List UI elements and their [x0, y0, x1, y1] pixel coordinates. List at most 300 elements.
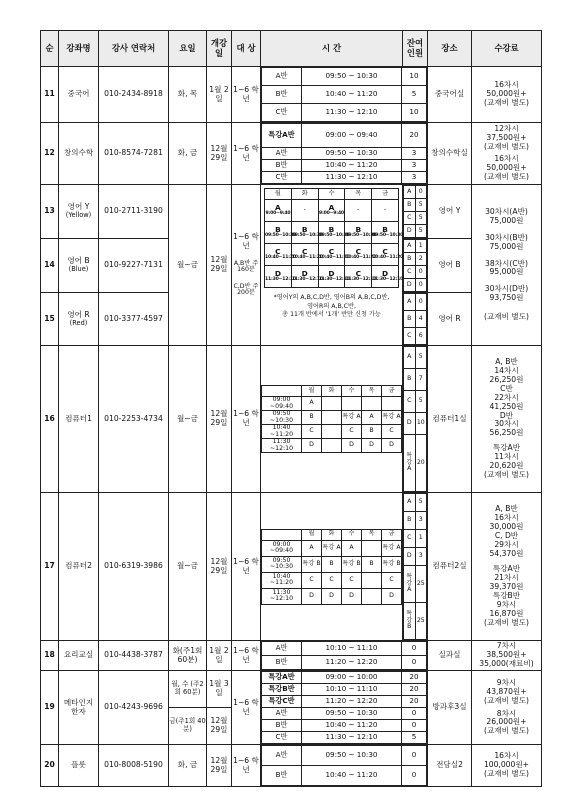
table-cell: C [322, 572, 342, 588]
grid-cell [372, 266, 404, 288]
teacher-phone: 010-6319-3986 [99, 493, 169, 641]
table-cell: 25 [415, 566, 427, 603]
table-cell [322, 439, 342, 453]
english-schedule [261, 185, 403, 346]
table-cell: 10:10 ~ 11:10 [302, 684, 402, 696]
table-cell: 20,620원 [489, 461, 524, 471]
table-cell: C [404, 212, 416, 225]
table-cell: C [404, 530, 416, 548]
table-cell: 0 [415, 279, 427, 292]
class-seats: 10 [402, 104, 427, 122]
table-cell: 5 [415, 494, 427, 512]
table-cell: 특강B반 [492, 590, 521, 600]
table-cell: 11:30~12:10 [265, 276, 296, 282]
table-cell: A, B반 [495, 356, 518, 366]
grid-cell [345, 266, 377, 288]
table-cell [322, 425, 342, 439]
table-cell: 30차시(A반) [485, 206, 528, 216]
table-cell: 10:40~11:20 [318, 254, 350, 260]
table-cell: C [382, 572, 402, 588]
room: 전담실2 [428, 745, 472, 787]
table-cell [362, 540, 382, 556]
course-table-wrapper [40, 30, 541, 787]
grid-cell [265, 222, 296, 244]
table-cell: B [275, 225, 281, 235]
class-label: B반 [262, 160, 302, 172]
row-no: 20 [41, 745, 59, 787]
table-cell: 5 [402, 732, 427, 744]
table-row [41, 346, 542, 493]
table-cell: D [342, 439, 362, 453]
table-cell: D반 [499, 410, 514, 420]
table-cell: 특강 A [404, 566, 416, 603]
row-no: 14 [41, 239, 59, 293]
class-time: 10:40 ~ 11:20 [302, 86, 402, 104]
table-cell: (교재비 별도) [483, 470, 530, 480]
start-date: 12월 29일 [207, 185, 232, 346]
table-cell: 9:00~9:40 [319, 210, 344, 216]
grid-cell [318, 222, 350, 244]
course-name: 컴퓨터1 [59, 346, 99, 493]
table-cell: 09:50~10:30 [345, 232, 377, 238]
target-ab-note: A,B반 주160분 [233, 259, 259, 274]
table-cell: 특강B반 [262, 684, 302, 696]
table-cell: 41,250원 [489, 401, 524, 411]
table-cell: 0 [402, 766, 427, 786]
course-name: 컴퓨터2 [59, 493, 99, 641]
table-cell: 9차시 [496, 599, 517, 609]
table-cell: B반 [262, 720, 302, 732]
table-cell: 11:30 ~ 12:10 [302, 732, 402, 744]
class-seats: 3 [402, 172, 427, 184]
course-days: 화(주1회 60분) [169, 641, 207, 671]
course-name: 플룻 [59, 745, 99, 787]
table-cell: B [328, 225, 335, 235]
fee [472, 745, 542, 787]
table-cell: 30차시 [494, 419, 519, 429]
header-room: 장소 [428, 31, 472, 67]
table-cell: 21차시 [494, 572, 519, 582]
course-table [40, 30, 542, 787]
table-cell: D [342, 588, 362, 604]
course-days: 월~금 [169, 493, 207, 641]
table-cell [362, 588, 382, 604]
fee-line: 50,000원+ [486, 89, 527, 99]
grid-cell [291, 222, 323, 244]
class-seats: 20 [402, 124, 427, 148]
grid-cell [372, 222, 404, 244]
table-cell: 특강A반 [492, 564, 521, 574]
english-note [264, 288, 399, 326]
table-cell: 영어 B [67, 256, 90, 266]
table-cell: 75,000원 [489, 241, 524, 251]
table-cell: C [342, 425, 362, 439]
row-no: 16 [41, 346, 59, 493]
table-cell: A반 [262, 708, 302, 720]
table-cell: 영어 R [67, 309, 90, 319]
table-cell: 특강 B [382, 556, 402, 572]
fee [472, 67, 542, 123]
table-cell: 16차시 [494, 513, 519, 523]
course-name: 메타인지 한자 [59, 671, 99, 745]
english-schedule-grid [264, 188, 404, 288]
grid-day: 화 [291, 189, 318, 200]
table-cell: 10:40 ~11:20 [262, 572, 302, 588]
table-cell: 30,000원 [489, 522, 524, 532]
grid-day: 월 [265, 189, 292, 200]
table-cell: A [302, 540, 322, 556]
table-cell: C [382, 247, 388, 257]
fee-line: 37,500원+ [486, 133, 527, 143]
table-cell: A [404, 347, 416, 369]
teacher-phone: 010-2711-3190 [99, 185, 169, 239]
fee-line: 16차시 [494, 154, 519, 163]
target-cd-note: C,D반 주200분 [233, 282, 259, 297]
table-cell: 총 11개 반에서 '1개' 반만 신청 가능 [282, 311, 381, 319]
table-cell: D [404, 279, 416, 292]
table-cell: C [404, 328, 416, 345]
grid-day: 목 [345, 189, 372, 200]
table-cell: 9:00~9:40 [265, 210, 291, 216]
table-cell: 20 [402, 672, 427, 684]
table-cell: 금 [382, 529, 402, 540]
session-list [261, 745, 428, 787]
table-cell: 11차시 [494, 452, 519, 462]
fee [472, 123, 542, 185]
row-no: 15 [41, 293, 59, 346]
header-phone: 강사 연락처 [99, 31, 169, 67]
row-no: 19 [41, 671, 59, 745]
target-grade: 1~6 학년 [232, 745, 261, 787]
table-cell: 38차시(C반) [485, 258, 528, 268]
table-cell: 11:20 ~ 12:20 [302, 696, 402, 708]
table-cell: 금(주1회 40분) [169, 707, 206, 744]
table-cell: 11:30~12:10 [345, 276, 377, 282]
session-list [261, 641, 428, 671]
table-cell: 09:50~10:30 [265, 232, 296, 238]
teacher-phone: 010-8008-5190 [99, 745, 169, 787]
table-cell: 0 [402, 720, 427, 732]
start-date: 12월 29일 [207, 346, 232, 493]
table-cell: 54,370원 [489, 549, 524, 559]
table-cell: 목 [362, 386, 382, 397]
table-cell: 1 [415, 530, 427, 548]
target-grade: 1~6 학년 [232, 123, 261, 185]
table-cell: A [404, 294, 416, 311]
fee-line: (교재비 별도) [483, 142, 530, 152]
table-cell: B [355, 225, 362, 235]
class-label: B반 [262, 86, 302, 104]
table-cell: 30차시(B반) [485, 232, 528, 242]
grid-cell: - [291, 200, 318, 222]
header-time: 시 간 [261, 31, 403, 67]
fee-line: (교재비 별도) [483, 97, 530, 107]
grid-cell [291, 244, 323, 266]
table-cell: D [404, 548, 416, 566]
table-cell: 0 [402, 642, 427, 656]
table-cell: C [302, 425, 322, 439]
room: 중국어실 [428, 67, 472, 123]
table-cell: 09:00 ~09:40 [262, 540, 302, 556]
grid-cell [291, 266, 323, 288]
course-name: 요리교실 [59, 641, 99, 671]
table-cell: 10 [415, 413, 427, 435]
table-cell: 8차시 [496, 708, 517, 718]
table-row [41, 67, 542, 123]
course-name: 창의수학 [59, 123, 99, 185]
table-cell: 25 [415, 603, 427, 640]
table-cell: 11:30 ~12:10 [262, 439, 302, 453]
table-cell: 목 [362, 529, 382, 540]
table-cell: B [322, 556, 342, 572]
table-cell: (교재비 별도) [483, 312, 530, 322]
target-grade: 1~6 학년 [232, 671, 261, 745]
room: 방과후3실 [428, 671, 472, 745]
table-cell: 26,000원+ [486, 717, 527, 727]
fee [472, 493, 542, 641]
seat-list [403, 493, 428, 641]
table-cell: B [404, 253, 416, 266]
course-name-sub: (Yellow) [65, 211, 92, 220]
target-grade: 1~6 학년 [232, 641, 261, 671]
class-label: 특강A반 [262, 124, 302, 148]
class-time: 09:00 ~ 09:40 [302, 124, 402, 148]
table-cell: 29차시 [494, 540, 519, 550]
table-cell: 금 [382, 386, 402, 397]
table-cell: 09:00 ~09:40 [262, 397, 302, 411]
table-cell: C, D반 [494, 531, 519, 541]
table-row [41, 745, 542, 787]
grid-cell [318, 266, 350, 288]
table-cell: 6 [415, 328, 427, 345]
table-cell: C [328, 247, 335, 257]
grid-cell: - [372, 200, 399, 222]
table-cell: 20 [402, 684, 427, 696]
target-grade: 1~6 학년 [232, 346, 261, 493]
class-time: 10:40 ~ 11:20 [302, 160, 402, 172]
table-cell: 수 [342, 529, 362, 540]
class-time: 09:50 ~ 10:30 [302, 148, 402, 160]
room: 영어 Y [428, 185, 472, 239]
course-days: 월~금 [169, 346, 207, 493]
fee-line: 12차시 [494, 124, 519, 134]
table-cell: 11:20 ~ 12:20 [302, 656, 402, 670]
class-seats: 3 [402, 160, 427, 172]
table-cell: C [355, 247, 361, 257]
target-grade: 1~6 학년 [232, 493, 261, 641]
table-cell: A [275, 203, 281, 213]
class-time: 11:30 ~ 12:10 [302, 172, 402, 184]
table-row [41, 123, 542, 185]
seat-list [403, 293, 428, 346]
table-cell: 특강 A [322, 540, 342, 556]
table-cell: 5 [415, 225, 427, 238]
class-seats: 5 [402, 86, 427, 104]
room: 실과실 [428, 641, 472, 671]
table-cell: 56,250원 [489, 428, 524, 438]
table-cell: 16차시 [494, 751, 519, 761]
table-cell: D [382, 269, 389, 279]
header-seats: 잔여 인원 [403, 31, 428, 67]
table-cell: (Blue) [68, 265, 89, 274]
class-label: A반 [262, 148, 302, 160]
room: 창의수학실 [428, 123, 472, 185]
table-cell: D [382, 588, 402, 604]
table-cell: 특강 B [302, 556, 322, 572]
header-row [41, 31, 542, 67]
teacher-phone: 010-3377-4597 [99, 293, 169, 346]
course-name: 중국어 [59, 67, 99, 123]
table-cell: 특강C반 [262, 696, 302, 708]
seat-list [403, 185, 428, 239]
session-list [261, 123, 428, 185]
fee [472, 346, 542, 493]
table-cell: C [302, 572, 322, 588]
teacher-phone: 010-8574-7281 [99, 123, 169, 185]
table-cell: B반 [262, 656, 302, 670]
table-cell: 09:00 ~ 10:00 [302, 672, 402, 684]
table-cell: 월 [302, 529, 322, 540]
class-seats: 10 [402, 68, 427, 86]
table-cell: 43,870원+ [486, 686, 527, 696]
table-cell: A, B반 [495, 504, 518, 514]
table-cell: 특강 B [404, 603, 416, 640]
course-name-main: 영어 Y [67, 202, 90, 212]
computer2-schedule-grid [261, 529, 402, 605]
table-cell [322, 411, 342, 425]
table-cell: 0 [402, 656, 427, 670]
grid-day: 금 [372, 189, 399, 200]
table-cell: 1월 3일 [209, 679, 229, 698]
teacher-phone: 010-2253-4734 [99, 346, 169, 493]
teacher-phone: 010-4438-3787 [99, 641, 169, 671]
table-cell: 특강 A [382, 540, 402, 556]
table-cell: A [328, 203, 335, 213]
header-days: 요일 [169, 31, 207, 67]
table-cell: (교재비 별도) [483, 617, 530, 627]
table-cell: 10:40 ~11:20 [262, 425, 302, 439]
teacher-phone: 010-2434-8918 [99, 67, 169, 123]
header-no: 순 [41, 31, 59, 67]
table-cell: 3 [415, 548, 427, 566]
header-fee: 수강료 [472, 31, 542, 67]
table-cell: 93,750원 [489, 293, 524, 303]
table-cell: C반 [262, 732, 302, 744]
table-cell: 09:50~10:30 [318, 232, 350, 238]
table-cell: 0 [415, 294, 427, 311]
table-cell: 16,870원 [489, 608, 524, 618]
table-cell: 특강 A [404, 435, 416, 492]
table-cell: A [362, 411, 382, 425]
table-cell: 09:50 ~ 10:30 [302, 708, 402, 720]
table-cell: B반 [262, 766, 302, 786]
table-cell: D [404, 225, 416, 238]
table-cell: 09:50 ~10:30 [262, 411, 302, 425]
table-cell: 30차시(D반) [484, 284, 529, 294]
start-date [207, 671, 232, 745]
session-list [261, 671, 428, 745]
table-cell: 100,000원+ [483, 760, 530, 770]
table-cell: 11:30~12:10 [291, 276, 323, 282]
course-days: 화, 목 [169, 67, 207, 123]
fee [472, 185, 542, 346]
start-date: 12월 29일 [207, 745, 232, 787]
table-cell: A [404, 494, 416, 512]
table-cell: A [342, 540, 362, 556]
table-cell: 35,000(재료비) [479, 658, 534, 668]
grid-cell [265, 200, 292, 222]
table-cell: 9차시 [496, 677, 517, 687]
table-cell: 09:50 ~10:30 [262, 556, 302, 572]
table-cell: D [274, 269, 281, 279]
table-cell: 95,000원 [489, 267, 524, 277]
table-cell: B [362, 556, 382, 572]
table-cell: C [301, 247, 308, 257]
table-cell: 4 [415, 311, 427, 328]
table-cell: (교재비 별도) [483, 695, 530, 705]
fee-line: 16차시 [494, 80, 519, 90]
fee [472, 671, 542, 745]
class-time: 09:50 ~ 10:30 [302, 68, 402, 86]
table-row [41, 671, 542, 745]
grid-cell: - [345, 200, 372, 222]
target-grade-main: 1~6 학년 [233, 232, 259, 250]
start-date: 1월 2일 [207, 67, 232, 123]
table-cell: B [362, 425, 382, 439]
table-cell: D [301, 269, 308, 279]
table-cell: 1 [415, 240, 427, 253]
target-grade: 1~6 학년 [232, 67, 261, 123]
teacher-phone: 010-4243-9696 [99, 671, 169, 745]
session-table [261, 67, 427, 122]
table-cell: B [404, 369, 416, 391]
row-no: 18 [41, 641, 59, 671]
computer1-schedule-grid [261, 385, 402, 453]
course-days: 월~금 [169, 185, 207, 346]
table-cell: B [301, 225, 308, 235]
table-cell: 11:30~12:10 [318, 276, 350, 282]
table-cell: C [404, 266, 416, 279]
table-cell [322, 397, 342, 411]
table-cell: 14차시 [494, 365, 519, 375]
row-no: 13 [41, 185, 59, 239]
course-days: 화, 금 [169, 123, 207, 185]
course-days [169, 671, 207, 745]
table-cell: 0 [402, 708, 427, 720]
grid-cell [372, 244, 404, 266]
table-cell: 5 [415, 212, 427, 225]
teacher-phone: 010-9227-7131 [99, 239, 169, 293]
table-cell: 10:40~11:20 [345, 254, 377, 260]
table-cell: B [404, 311, 416, 328]
table-cell: B [404, 199, 416, 212]
table-cell: C반 [500, 383, 513, 393]
table-row [41, 493, 542, 641]
table-cell: (교재비 별도) [483, 726, 530, 736]
table-cell: 특강 A [382, 411, 402, 425]
table-cell: A반 [262, 746, 302, 766]
table-cell: *영어Y의 A,B,C,D반, 영어B의 A,B,C,D반, [273, 294, 390, 301]
class-label: C반 [262, 104, 302, 122]
class-seats: 3 [402, 148, 427, 160]
course-days: 화, 금 [169, 745, 207, 787]
grid-cell [345, 222, 377, 244]
table-cell: 월 [302, 386, 322, 397]
table-cell: D [302, 588, 322, 604]
table-cell: 화 [322, 529, 342, 540]
class-label: A반 [262, 68, 302, 86]
table-cell: 7 [415, 369, 427, 391]
